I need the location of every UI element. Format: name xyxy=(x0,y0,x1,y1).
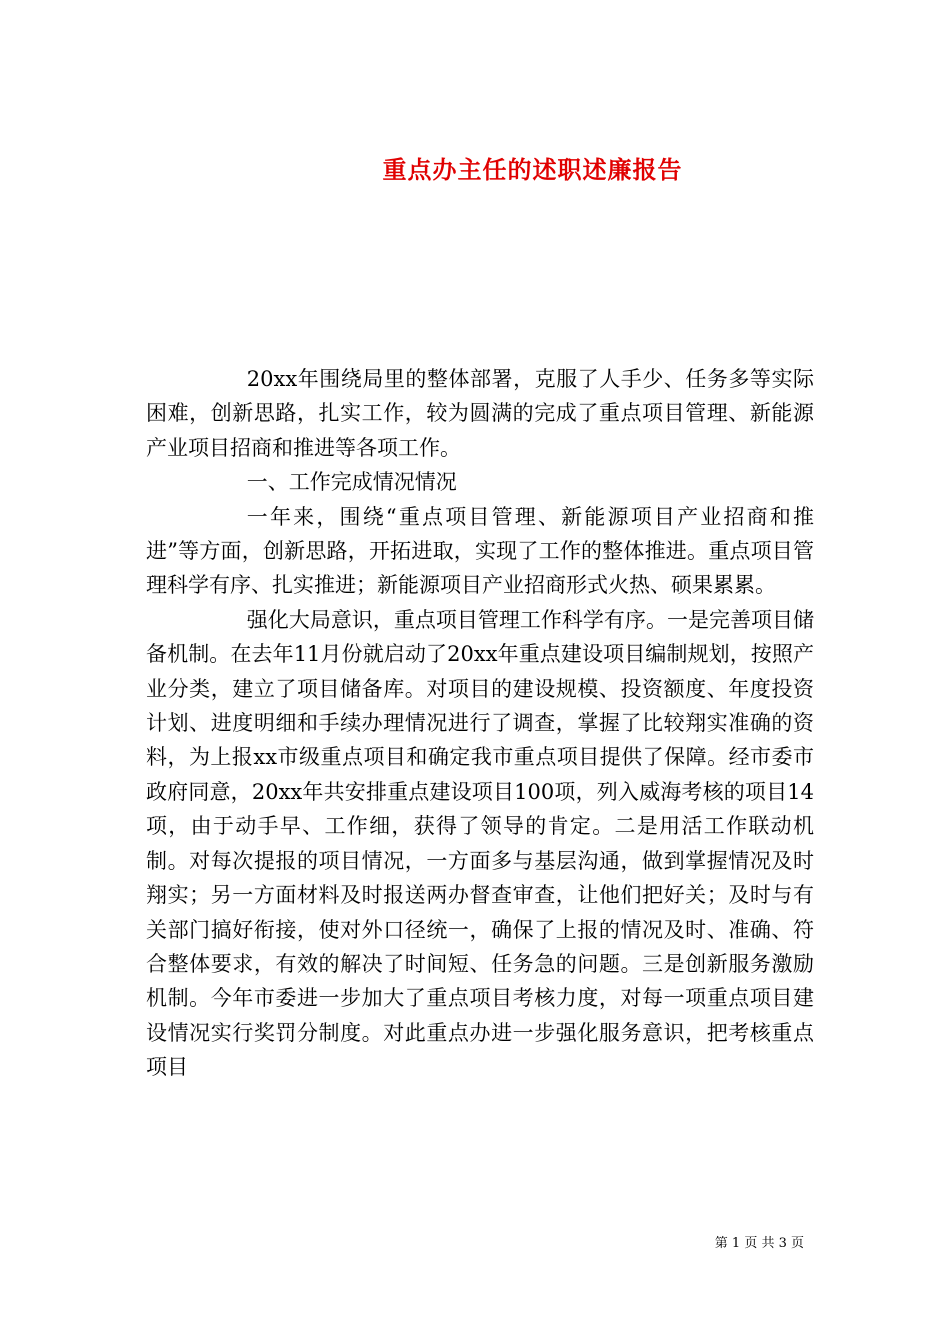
paragraph-intro: 20xx年围绕局里的整体部署，克服了人手少、任务多等实际困难，创新思路，扎实工作，较为圆满的完成了重点项目管理、新能源产业项目招商和推进等各项工作。 xyxy=(146,367,814,460)
paragraph-overview: 一年来，围绕“重点项目管理、新能源项目产业招商和推进”等方面，创新思路，开拓进取，实现了工作的整体推进。重点项目管理科学有序、扎实推进；新能源项目产业招商形式火热、硕果累累。 xyxy=(146,504,814,598)
page-number-footer: 第 1 页 共 3 页 xyxy=(714,1236,804,1251)
section-heading: 一、工作完成情况情况 xyxy=(246,470,457,495)
document-title: 重点办主任的述职述廉报告 xyxy=(382,155,683,185)
paragraph-project-management: 强化大局意识，重点项目管理工作科学有序。一是完善项目储备机制。在去年11月份就启动了20xx年重点建设项目编制规划，按照产业分类，建立了项目储备库。对项目的建设规模、投资额度、年度投资计划、进度明细和手续办理情况进行了调查，掌握了比较翔实准确的资料，为上报xx市级重点项目和确定我市重点项目提供了保障。经市委市政府同意，20xx年共安排重点建设项目100项，列入威海考核的项目14项，由于动手早、工作细，获得了领导的肯定。二是用活工作联动机制。对每次提报的项目情况，一方面多与基层沟通，做到掌握情况及时翔实；另一方面材料及时报送两办督查审查，让他们把好关；及时与有关部门搞好衔接，使对外口径统一，确保了上报的情况及时、准确、符合整体要求，有效的解决了时间短、任务急的问题。三是创新服务激励机制。今年市委进一步加大了重点项目考核力度，对每一项重点项目建设情况实行奖罚分制度。对此重点办进一步强化服务意识，把考核重点项目 xyxy=(146,607,814,1080)
document-body xyxy=(146,362,814,1085)
